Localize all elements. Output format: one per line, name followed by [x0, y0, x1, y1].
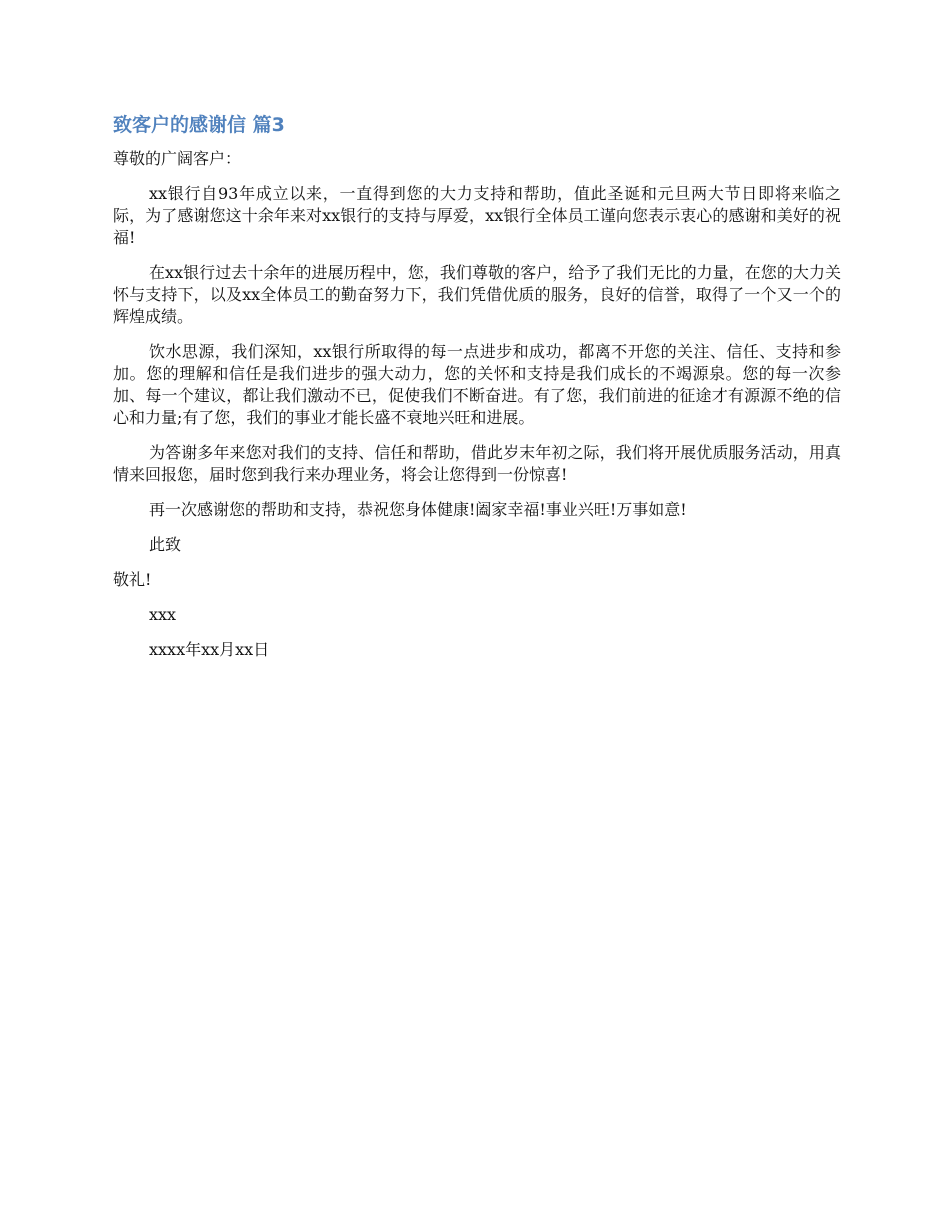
letter-title: 致客户的感谢信 篇3 [113, 114, 285, 136]
salute: 敬礼! [113, 570, 152, 589]
body-paragraph-2: 在xx银行过去十余年的进展历程中，您，我们尊敬的客户，给予了我们无比的力量，在您的大力关怀与支持下，以及xx全体员工的勤奋努力下，我们凭借优质的服务，良好的信誉，取得了一个又一个的辉煌成绩。 [113, 263, 841, 326]
closing: 此致 [149, 535, 182, 554]
signature: xxx [149, 605, 177, 624]
letter-page [113, 110, 841, 674]
body-paragraph-3: 饮水思源，我们深知，xx银行所取得的每一点进步和成功，都离不开您的关注、信任、支持和参加。您的理解和信任是我们进步的强大动力，您的关怀和支持是我们成长的不竭源泉。您的每一次参加、每一个建议，都让我们激动不已，促使我们不断奋进。有了您，我们前进的征途才有源源不绝的信心和力量;有了您，我们的事业才能长盛不衰地兴旺和进展。 [113, 342, 841, 427]
body-paragraph-5: 再一次感谢您的帮助和支持，恭祝您身体健康!阖家幸福!事业兴旺!万事如意! [149, 500, 687, 519]
body-paragraph-4: 为答谢多年来您对我们的支持、信任和帮助，借此岁末年初之际，我们将开展优质服务活动，用真情来回报您，届时您到我行来办理业务，将会让您得到一份惊喜! [113, 443, 841, 484]
date: xxxx年xx月xx日 [149, 640, 270, 659]
greeting: 尊敬的广阔客户： [113, 149, 242, 168]
body-paragraph-1: xx银行自93年成立以来，一直得到您的大力支持和帮助，值此圣诞和元旦两大节日即将来临之际，为了感谢您这十余年来对xx银行的支持与厚爱，xx银行全体员工谨向您表示衷心的感谢和美好的祝福! [113, 184, 841, 247]
